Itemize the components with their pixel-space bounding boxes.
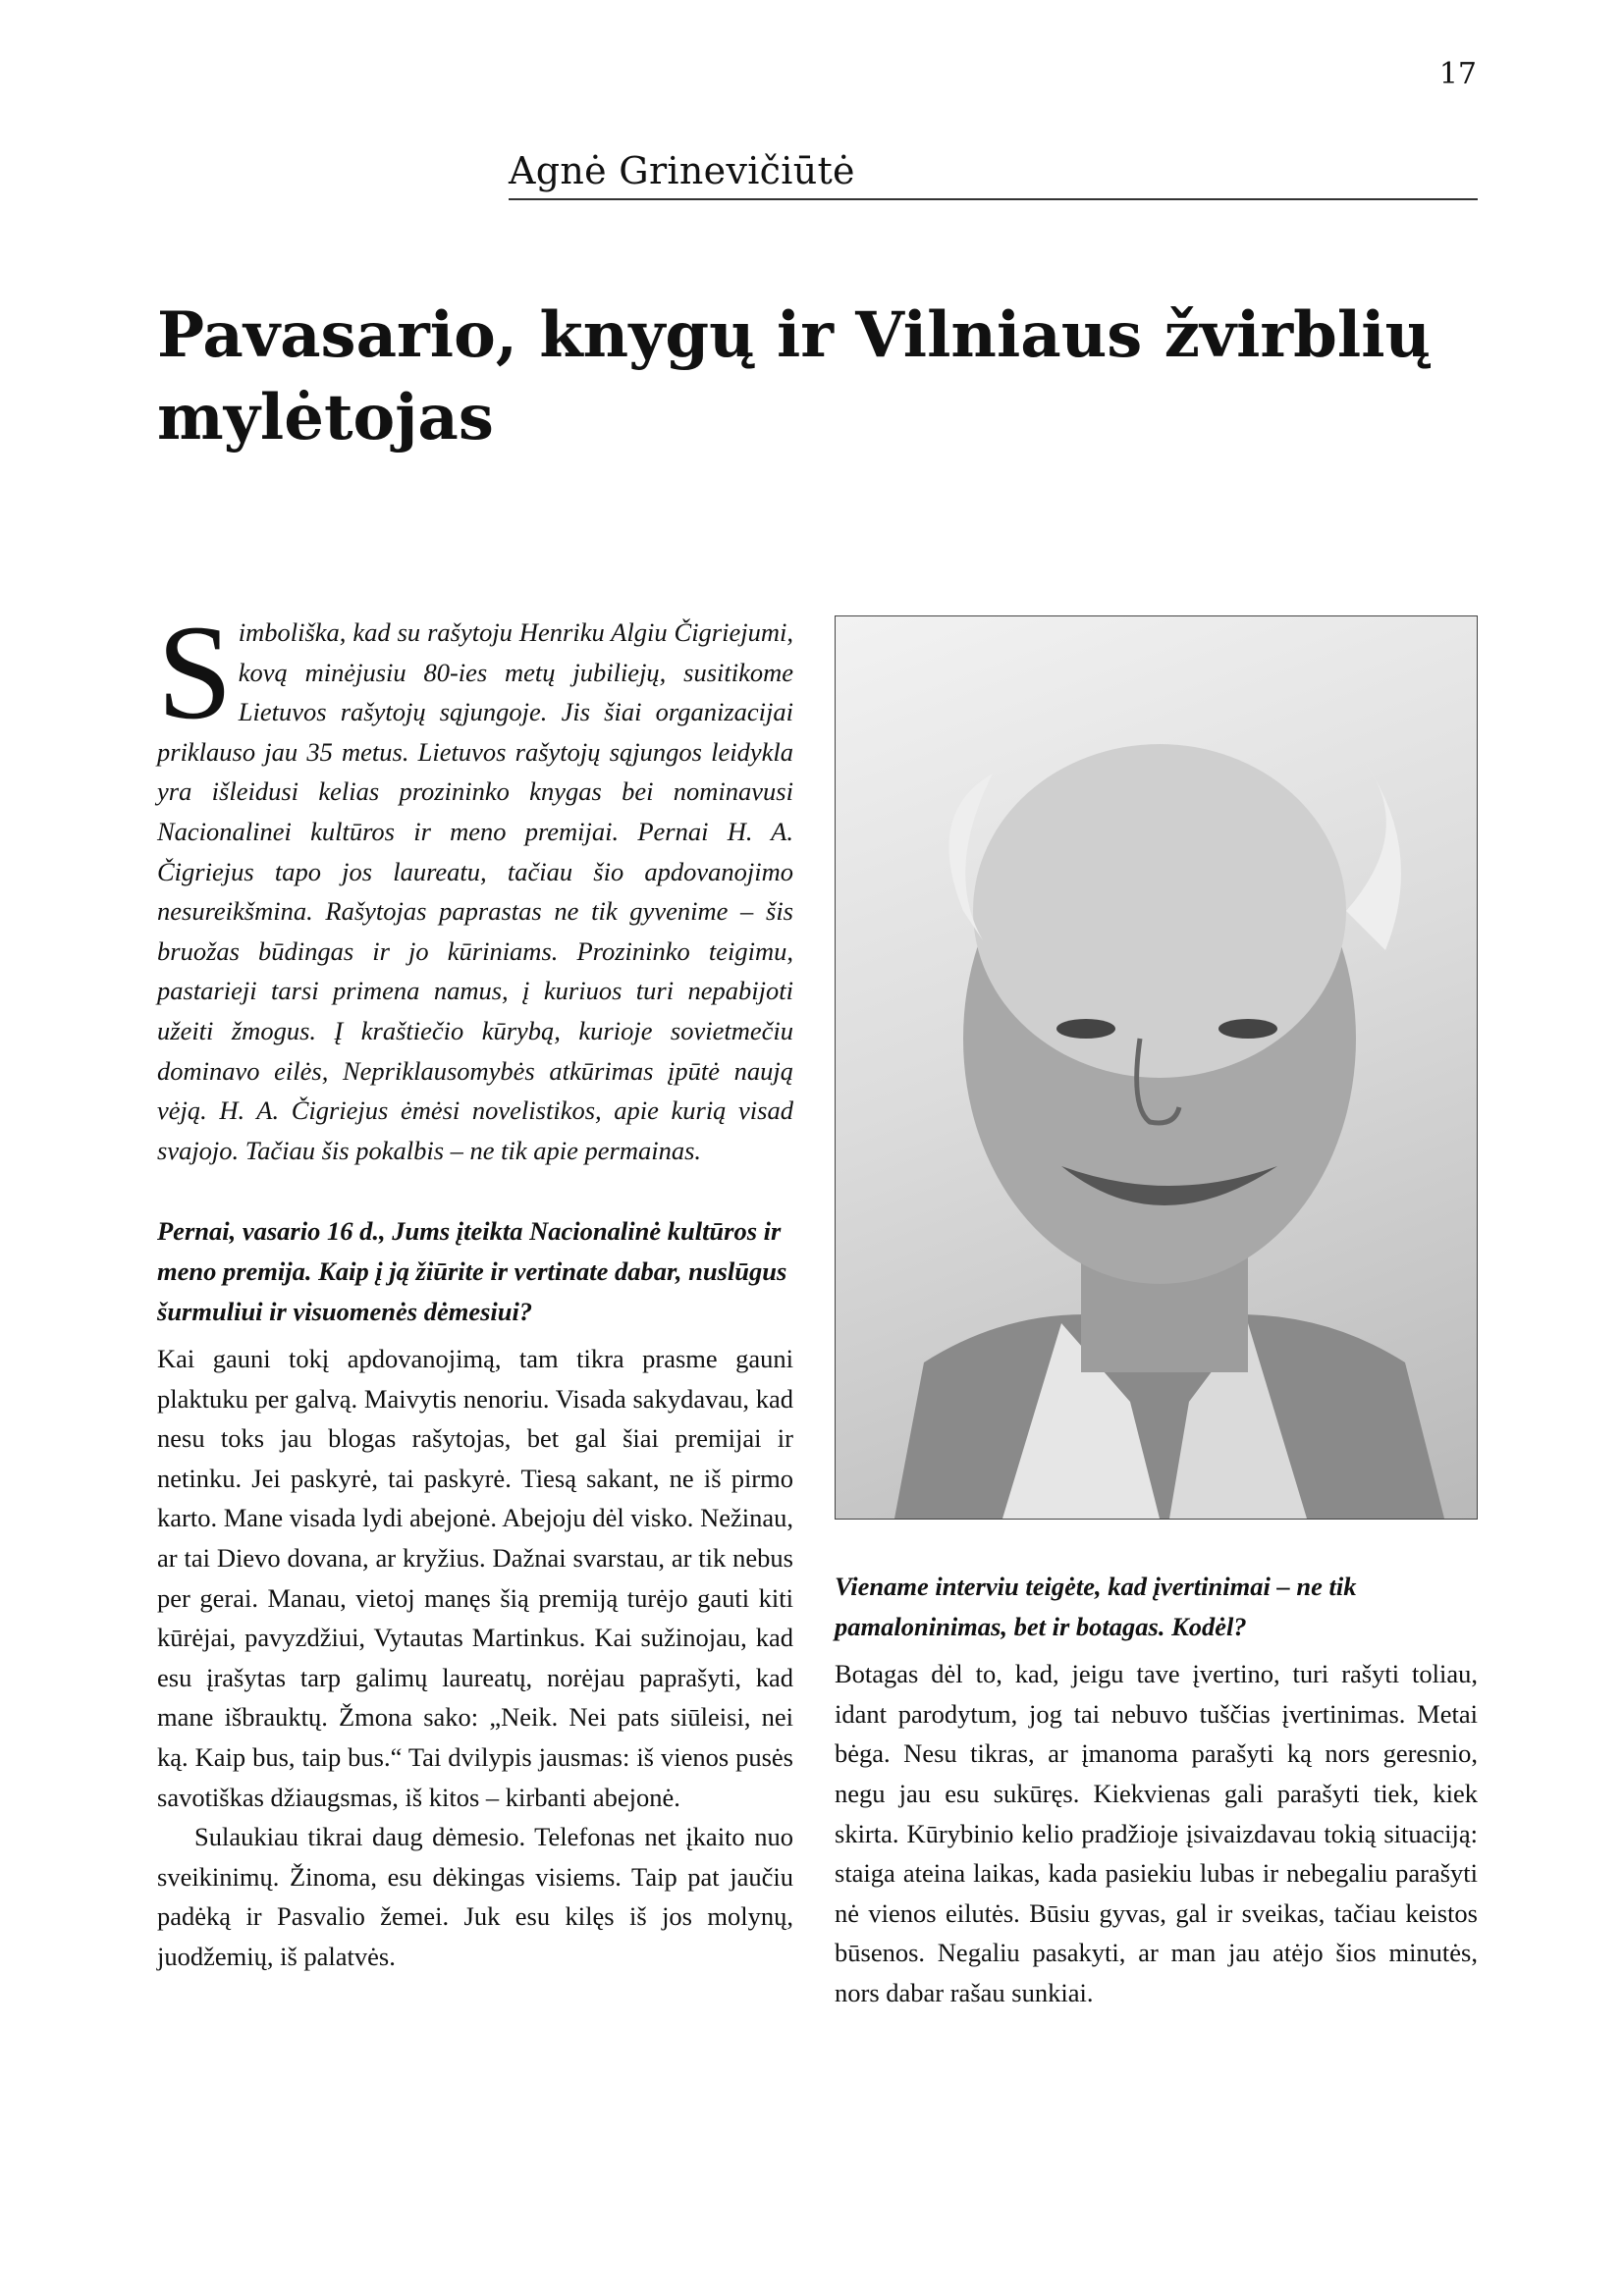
answer-1-paragraph-2: Sulaukiau tikrai daug dėmesio. Telefonas net įkaito nuo sveikinimų. Žinoma, esu dėkingas visiems. Taip pat jaučiu padėką ir Pasvalio žemei. Juk esu kilęs iš jos molynų, juodžemių, iš palatvės. — [157, 1822, 793, 1971]
left-column — [157, 597, 793, 1977]
author-portrait-photo — [835, 615, 1478, 1520]
page-number: 17 — [1438, 57, 1477, 91]
question-1: Pernai, vasario 16 d., Jums įteikta Nacionalinė kultūros ir meno premija. Kaip į ją žiūrite ir vertinate dabar, nuslūgus šurmuliui ir visuomenės dėmesiui? — [157, 1216, 787, 1326]
question-2: Viename interviu teigėte, kad įvertinimai – ne tik pamaloninimas, bet ir botagas. Kodėl? — [835, 1572, 1357, 1641]
intro-paragraph — [157, 597, 793, 1170]
article-title: Pavasario, knygų ir Vilniaus žvirblių mylėtojas — [157, 298, 1432, 454]
intro-text: imboliška, kad su rašytoju Henriku Algiu Čigriejumi, kovą minėjusiu 80-ies metų jubiliejų, susitikome Lietuvos rašytojų sąjungoje. Jis šiai organizacijai priklauso jau 35 metus. Lietuvos rašytojų sąjungos leidykla yra išleidusi kelias prozininko knygas bei nominavusi Nacionalinei kultūros ir meno premijai. Pernai H. A. Čigriejus tapo jos laureatu, tačiau šio apdovanojimo nesureikšmina. Rašytojas paprastas ne tik gyvenime – šis bruožas būdingas ir jo kūriniams. Prozininko teigimu, pastarieji tarsi primena namus, į kuriuos turi nepabijoti užeiti žmogus. Į kraštiečio kūrybą, kurioje sovietmečiu dominavo eilės, Nepriklausomybės atkūrimas įpūtė naują vėją. H. A. Čigriejus ėmėsi novelistikos, apie kurią visad svajojo. Tačiau šis pokalbis – ne tik apie permainas. — [157, 617, 793, 1165]
drop-cap: S — [157, 597, 233, 747]
portrait-illustration — [836, 616, 1477, 1519]
answer-2-paragraph-1: Botagas dėl to, kad, jeigu tave įvertino, turi rašyti toliau, idant parodytum, jog tai nebuvo tuščias įvertinimas. Metai bėga. Nesu tikras, ar įmanoma parašyti ką nors geresnio, negu jau esu sukūręs. Kiekvienas gali parašyti tiek, kiek skirta. Kūrybinio kelio pradžioje įsivaizdavau tokią situaciją: staiga ateina laikas, kada pasiekiu lubas ir nebegaliu parašyti nė vienos eilutės. Būsiu gyvas, gal ir sveikas, tačiau keistos būsenos. Negaliu pasakyti, ar man jau atėjo šios minutės, nors dabar rašau sunkiai. — [835, 1659, 1478, 2007]
right-column — [835, 1567, 1478, 2013]
answer-1-paragraph-1: Kai gauni tokį apdovanojimą, tam tikra prasme gauni plaktuku per galvą. Maivytis nenoriu. Visada sakydavau, kad nesu toks jau blogas rašytojas, bet gal šiai premijai ir netinku. Jei paskyrė, tai paskyrė. Tiesą sakant, ne iš pirmo karto. Mane visada lydi abejonė. Abejoju dėl visko. Nežinau, ar tai Dievo dovana, ar kryžius. Dažnai svarstau, ar tik nebus per gerai. Manau, vietoj manęs šią premiją turėjo gauti kiti kūrėjai, pavyzdžiui, Vytautas Martinkus. Kai sužinojau, kad esu įrašytas tarp galimų laureatų, norėjau paprašyti, kad mane išbrauktų. Žmona sako: „Neik. Nei pats siūleisi, nei ką. Kaip bus, taip bus.“ Tai dvilypis jausmas: iš vienos pusės savotiškas džiaugsmas, iš kitos – kirbanti abejonė. — [157, 1344, 793, 1812]
author-name: Agnė Grinevičiūtė — [509, 149, 1478, 200]
